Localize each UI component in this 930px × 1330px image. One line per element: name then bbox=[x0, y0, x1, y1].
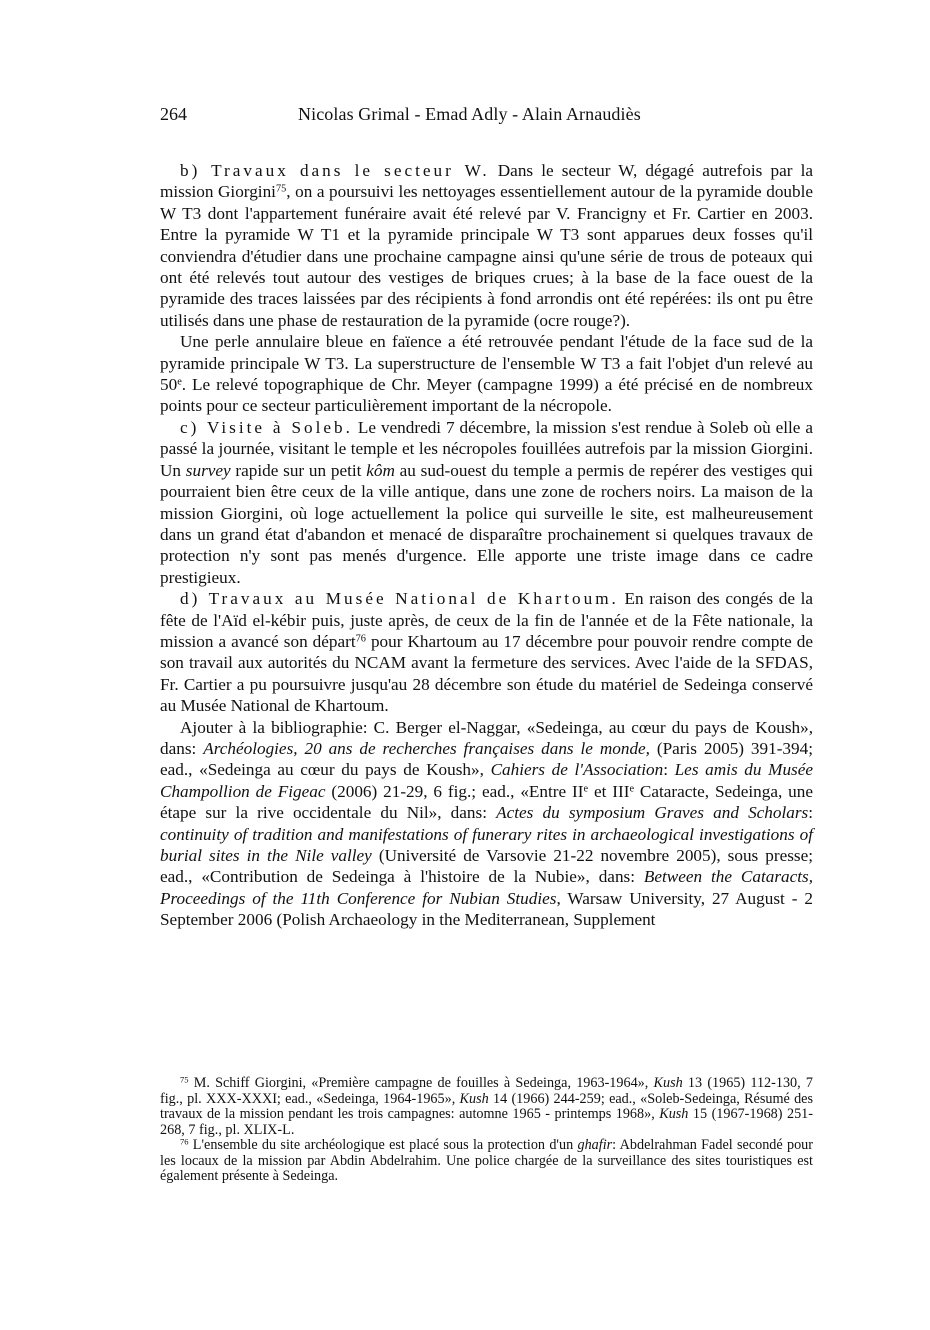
superscript: e bbox=[177, 376, 182, 388]
section-heading: c) Visite à Soleb. bbox=[180, 417, 353, 437]
paragraph-bibliographie: Ajouter à la bibliographie: C. Berger el-Naggar, «Sedeinga, au cœur du pays de Koush», dans: Archéologies, 20 ans de recherches françaises dans le monde, (Paris 2005) 391-394; ead., «Sedeinga au cœur du pays de Koush», Cahiers de l'Association: Les amis du Musée Champollion de Figeac (2006) 21-29, 6 fig.; ead., «Entre IIe et IIIe Cataracte, Sedeinga, une étape sur la rive occidentale du Nil», dans: Actes du symposium Graves and Scholars: continuity of tradition and manifestations of funerary rites in archaeological investigations of burial sites in the Nile valley (Université de Varsovie 21-22 novembre 2005), sous presse; ead., «Contribution de Sedeinga à l'histoire de la Nubie», dans: Between the Cataracts, Proceedings of the 11th Conference for Nubian Studies, Warsaw University, 27 August - 2 September 2006 (Polish Archaeology in the Mediterranean, Supplement bbox=[160, 717, 814, 930]
paragraph-perle: Une perle annulaire bleue en faïence a été retrouvée pendant l'étude de la face sud de la pyramide principale W T3. La superstructure de l'ensemble W T3 a fait l'objet d'un relevé au 50e. Le relevé topographique de Chr. Meyer (campagne 1999) a été précisé en de nombreux points pour ce secteur particulièrement important de la nécropole. bbox=[160, 332, 813, 416]
section-heading: d) Travaux au Musée National de Khartoum. bbox=[180, 589, 619, 609]
footnote-ref: 75 bbox=[275, 183, 287, 195]
page-header bbox=[160, 104, 813, 130]
footnote-75: $^{75}$ M. Schiff Giorgini, «Première campagne de fouilles à Sedeinga, 1963-1964», Kush 13 (1965) 112-130, 7 fig., pl. XXX-XXXI; ead., «Sedeinga, 1964-1965», Kush 14 (1966) 244-259; ead., «Soleb-Sedeinga, Résumé des travaux de la mission pendant les trois campagnes: automne 1965 - printemps 1968», Kush 15 (1967-1968) 251-268, 7 fig., pl. XLIX-L. bbox=[160, 1074, 813, 1138]
page-number: 264 bbox=[160, 104, 187, 124]
footnote-76: $^{76}$ L'ensemble du site archéologique est placé sous la protection d'un ghafir: Abdelrahman Fadel secondé pour les locaux de la mission par Abdin Abdelrahim. Une police chargée de la surveillance des sites touristiques est également présente à Sedeinga. bbox=[160, 1136, 814, 1184]
paragraph-secteur-w: b) Travaux dans le secteur W. Dans le secteur W, dégagé autrefois par la mission Giorgini$^{75}$, on a poursuivi les nettoyages essentiellement autour de la pyramide double W T3 dont l'appartement funéraire avait été relevé par V. Francigny et Fr. Cartier en 2003. Entre la pyramide W T1 et la pyramide principale W T3 sont apparues deux fosses qu'il conviendra d'étudier dans une prochaine campagne ainsi qu'une série de trous de poteaux qui ont été relevés tout autour des vestiges de briques crues; à la base de la face ouest de la pyramide des traces laissées par des récipients à fond arrondis ont été repérées: ils ont pu être utilisés dans une phase de restauration de la pyramide (ocre rouge?). bbox=[160, 161, 814, 330]
footnotes bbox=[160, 1076, 813, 1185]
paragraph-soleb: c) Visite à Soleb. Le vendredi 7 décembre, la mission s'est rendue à Soleb où elle a passé la journée, visitant le temple et les nécropoles fouillées autrefois par la mission Giorgini. Un survey rapide sur un petit kôm au sud-ouest du temple a permis de repérer des vestiges qui pourraient bien être ceux de la ville antique, dans une zone de rochers noirs. La maison de la mission Giorgini, où loge actuellement la police qui surveille le site, est malheureusement dans un grand état d'abandon et menacé de disparaître prochainement si quelques travaux de protection n'y sont pas menés d'urgence. Elle apporte une triste image dans ce cadre prestigieux. bbox=[160, 417, 814, 587]
paragraph-khartoum: d) Travaux au Musée National de Khartoum. En raison des congés de la fête de l'Aïd el-kébir puis, juste après, de ceux de la fin de l'année et de la Fête nationale, la mission a avancé son départ$^{76}$ pour Khartoum au 17 décembre pour pouvoir rendre compte de son travail aux autorités du NCAM avant la fermeture des services. Avec l'aide de la SFDAS, Fr. Cartier a pu poursuivre jusqu'au 28 décembre son étude du matériel de Sedeinga conservé au Musée National de Khartoum. bbox=[160, 589, 814, 716]
footnote-number: 76 bbox=[180, 1136, 189, 1147]
running-head: Nicolas Grimal - Emad Adly - Alain Arnaudiès bbox=[298, 104, 641, 124]
footnote-number: 75 bbox=[180, 1074, 189, 1085]
section-heading: b) Travaux dans le secteur W. bbox=[180, 161, 490, 180]
footnote-ref: 76 bbox=[355, 633, 366, 645]
body-text bbox=[160, 160, 813, 931]
